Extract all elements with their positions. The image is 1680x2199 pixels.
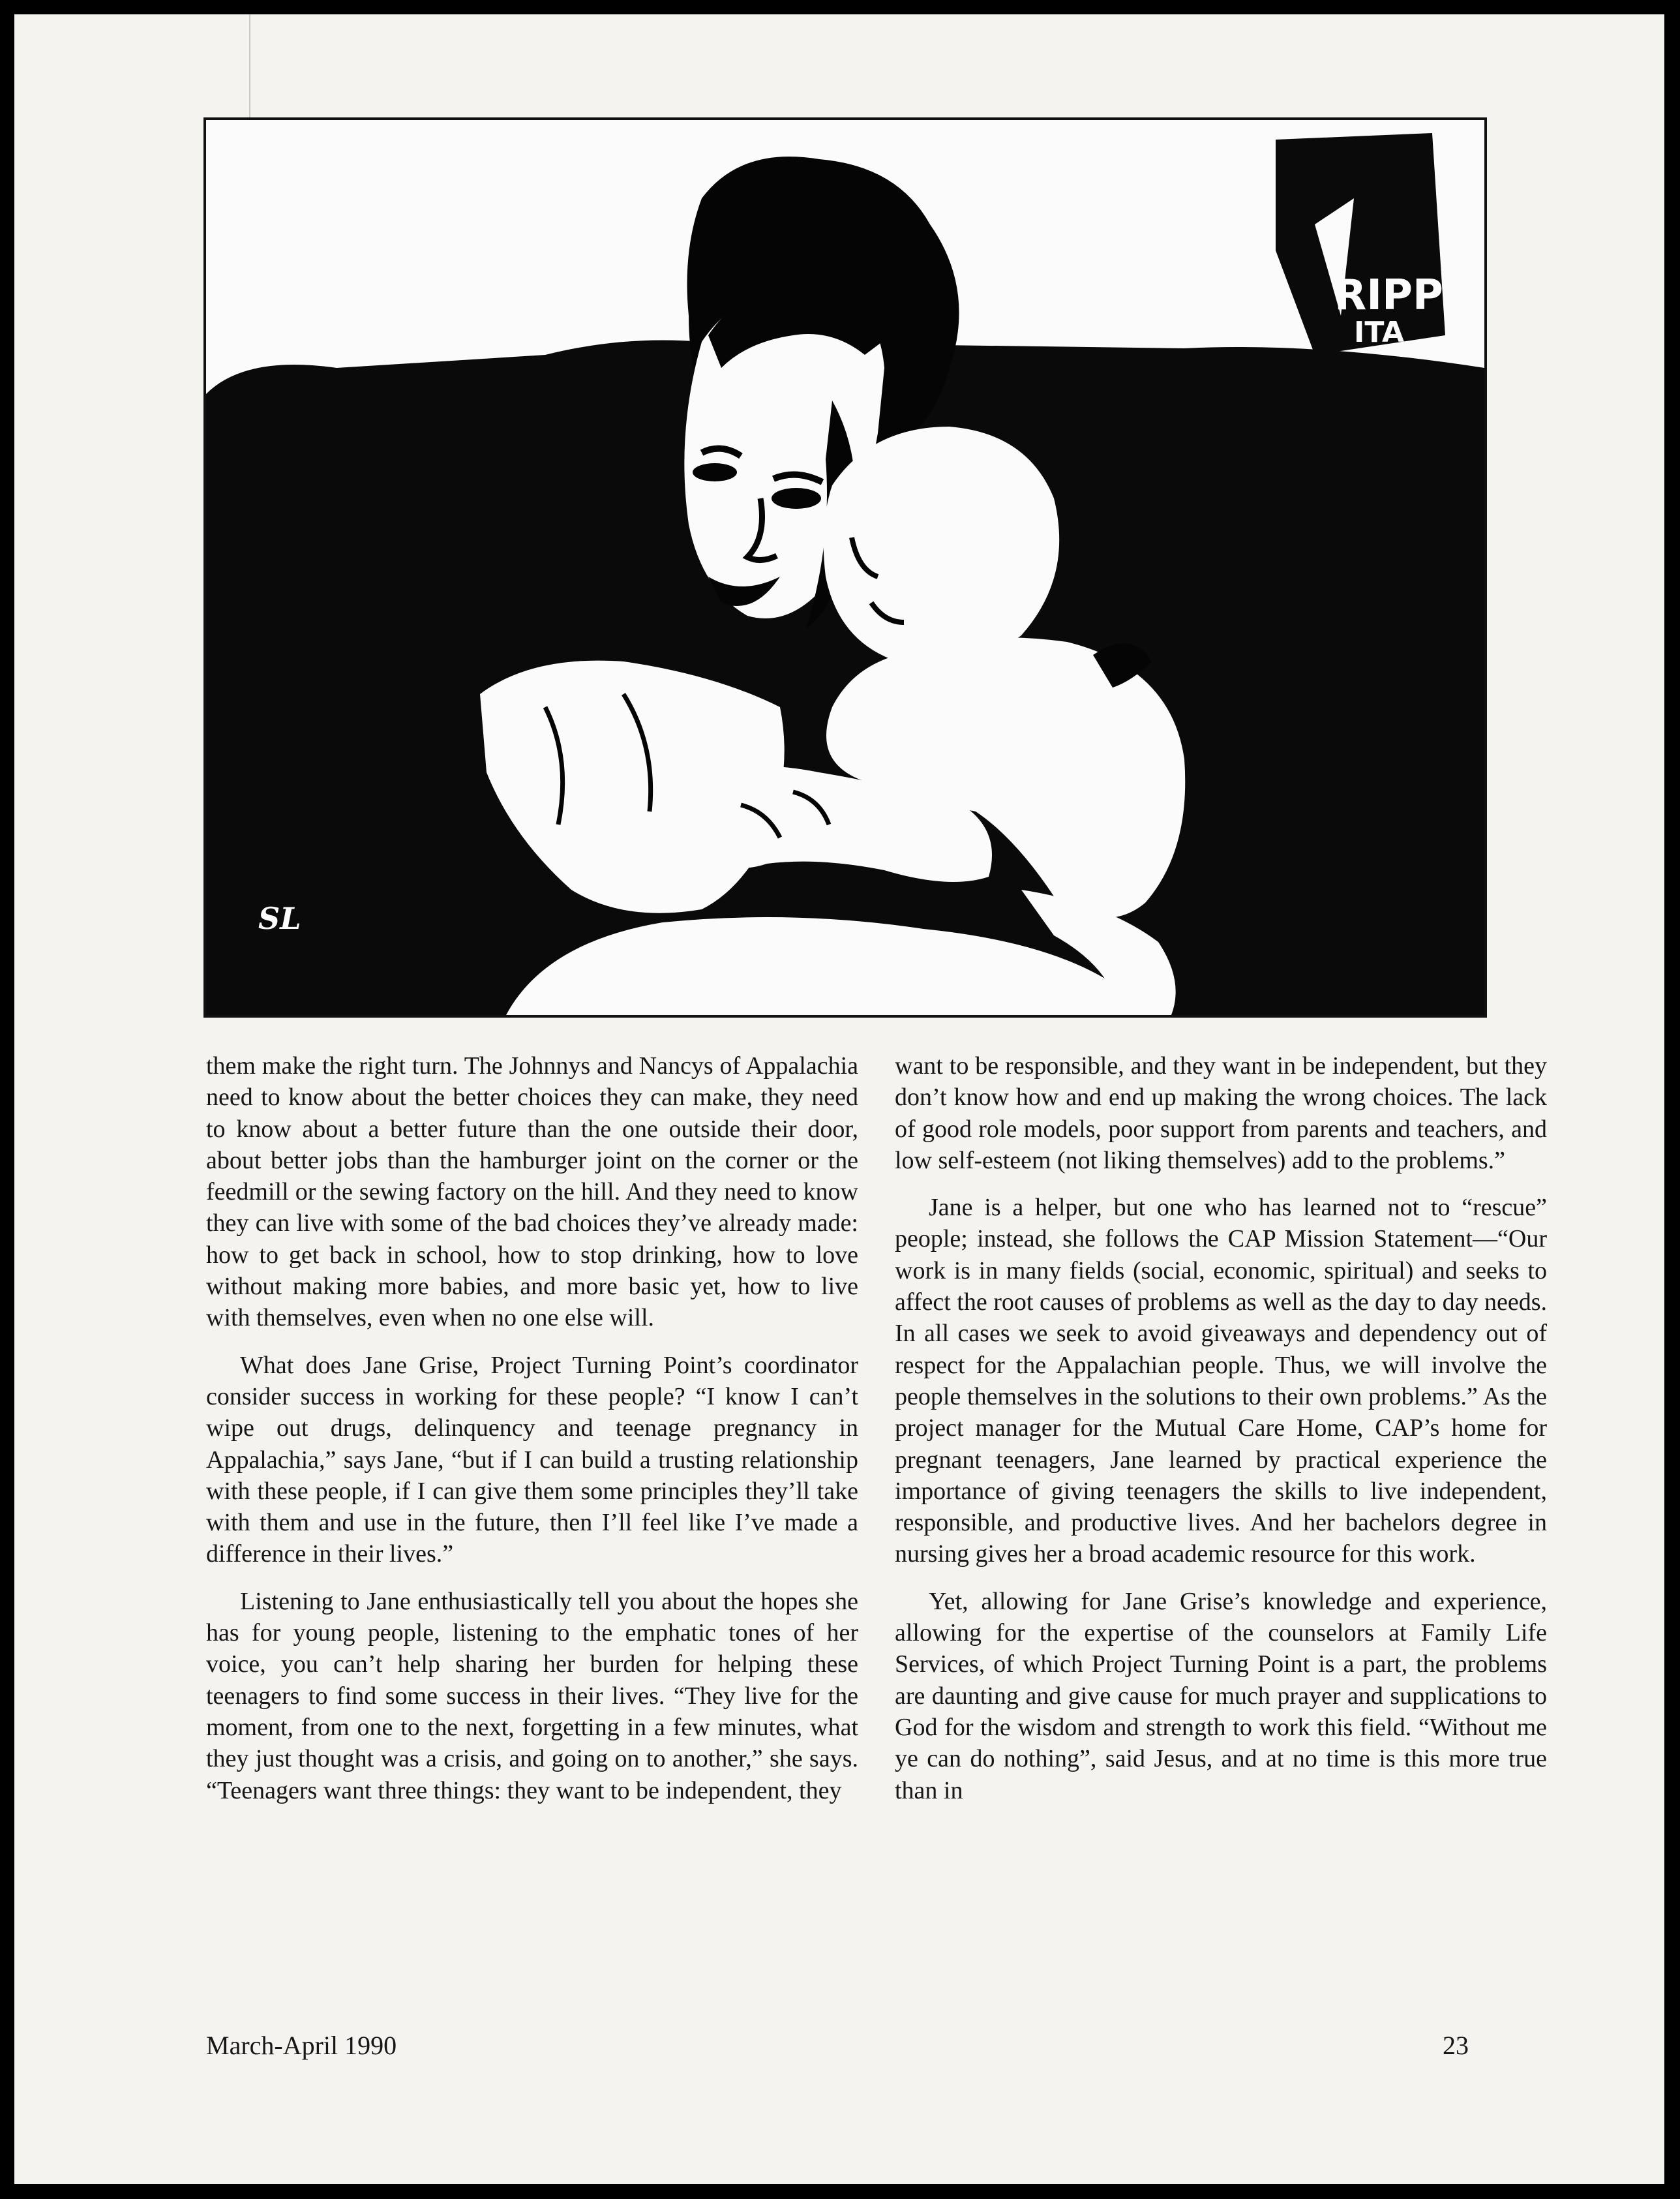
right-paragraph-1: want to be responsible, and they want in be independent, but they don’t know how and end up making the wrong choices. The lack of good role models, poor support from parents and teachers, and low self-esteem (not liking themselves) add to the problems.” [895,1052,1547,1174]
sign-text-2: ITA [1354,316,1405,349]
issue-date: March-April 1990 [206,2031,397,2060]
article-column-right [895,1050,1547,1822]
sign-text-1: RIPP [1334,271,1443,320]
right-paragraph-2: Jane is a helper, but one who has learned not to “rescue” people; instead, she follows the CAP Mission Statement—“Our work is in many fields (social, economic, spiritual) and seeks to affect the root causes of problems as well as the day to day needs. In all cases we seek to avoid giveaways and dependency out of respect for the Appalachian people. Thus, we will involve the people themselves in the solutions to their own problems.” As the project manager for the Mutual Care Home, CAP’s home for pregnant teenagers, Jane learned by practical experience the importance of giving teenagers the skills to live independent, responsible, and productive lives. And her bachelors degree in nursing gives her a broad academic resource for this work. [895,1194,1547,1568]
magazine-page [14,14,1664,2184]
right-paragraph-3: Yet, allowing for Jane Grise’s knowledge and experience, allowing for the expertise of the counselors at Family Life Services, of which Project Turning Point is a part, the problems are daunting and give cause for much prayer and supplications to God for the wisdom and strength to work this field. “Without me ye can do nothing”, said Jesus, and at no time is this more true than in [895,1587,1547,1804]
article-column-left [206,1050,858,1822]
left-paragraph-2: What does Jane Grise, Project Turning Point’s coordinator consider success in working for these people? “I know I can’t wipe out drugs, delinquency and teenage pregnancy in Appalachia,” says Jane, “but if I can build a trusting relationship with these people, if I can give them some principles they’ll take with them and use in the future, then I’ll feel like I’ve made a difference in their lives.” [206,1351,858,1568]
photo-artwork [206,120,1484,1015]
page-number: 23 [1443,2031,1469,2060]
left-paragraph-3: Listening to Jane enthusiastically tell you about the hopes she has for young people, listening to the emphatic tones of her voice, you can’t help sharing her burden for helping these teenagers to find some success in their lives. “They live for the moment, from one to the next, forgetting in a few minutes, what they just thought was a crisis, and going on to another,” she says. “Teenagers want three things: they want to be independent, they [206,1587,858,1804]
illustration-mother-and-baby [203,117,1487,1018]
left-paragraph-1: them make the right turn. The Johnnys and Nancys of Appalachia need to know about the better choices they can make, they need to know about a better future than the one outside their door, about better jobs than the hamburger joint on the corner or the feedmill or the sewing factory on the hill. And they need to know they can live with some of the bad choices they’ve already made: how to get back in school, how to stop drinking, how to love without making more babies, and more basic yet, how to live with themselves, even when no one else will. [206,1052,858,1332]
artist-mark: SL [258,901,301,936]
